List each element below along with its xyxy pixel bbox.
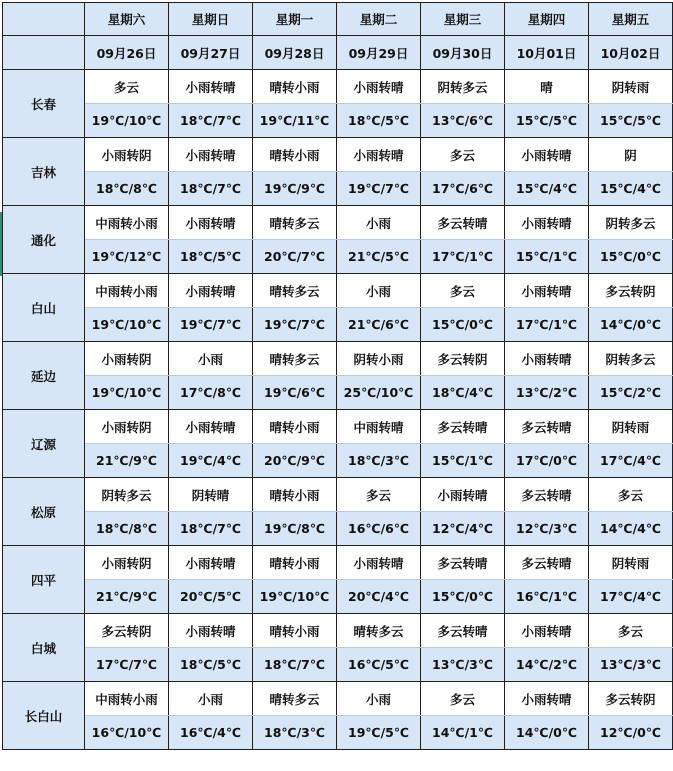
weather-condition-cell: 中雨转小雨	[85, 682, 169, 716]
temperature-range-cell: 20℃/9℃	[253, 444, 337, 478]
weather-condition-cell: 中雨转小雨	[85, 206, 169, 240]
weather-condition-cell: 小雨	[169, 682, 253, 716]
city-name-cell: 延边	[3, 342, 85, 410]
city-weather-row	[3, 614, 673, 648]
weekday-header: 星期三	[421, 3, 505, 36]
temperature-range-cell: 18℃/4℃	[421, 376, 505, 410]
city-weather-row	[3, 682, 673, 716]
weather-condition-cell: 多云	[421, 274, 505, 308]
weather-condition-cell: 多云	[85, 70, 169, 104]
temperature-range-cell: 18℃/7℃	[253, 648, 337, 682]
weather-condition-cell: 阴转小雨	[337, 342, 421, 376]
weather-condition-cell: 阴转晴	[169, 478, 253, 512]
weather-condition-cell: 中雨转小雨	[85, 274, 169, 308]
temperature-range-cell: 25℃/10℃	[337, 376, 421, 410]
temperature-range-cell: 16℃/1℃	[505, 580, 589, 614]
temperature-range-cell: 19℃/7℃	[169, 308, 253, 342]
weather-condition-cell: 小雨转晴	[169, 614, 253, 648]
weather-condition-cell: 小雨	[337, 682, 421, 716]
weather-condition-cell: 阴转雨	[589, 70, 673, 104]
weather-condition-cell: 多云	[589, 614, 673, 648]
city-name-cell: 四平	[3, 546, 85, 614]
weather-condition-cell: 晴转小雨	[253, 478, 337, 512]
temperature-range-cell: 15℃/0℃	[589, 240, 673, 274]
date-header: 09月28日	[253, 36, 337, 70]
date-header: 09月26日	[85, 36, 169, 70]
forecast-body	[3, 70, 673, 750]
weather-condition-cell: 阴转雨	[589, 546, 673, 580]
temperature-range-cell: 18℃/8℃	[85, 512, 169, 546]
weather-condition-cell: 小雨转晴	[505, 682, 589, 716]
temperature-range-cell: 19℃/9℃	[253, 172, 337, 206]
city-name-cell: 松原	[3, 478, 85, 546]
weather-condition-cell: 小雨转晴	[337, 70, 421, 104]
weather-condition-cell: 多云转阴	[421, 342, 505, 376]
weather-condition-cell: 小雨转晴	[169, 70, 253, 104]
temperature-range-cell: 21℃/9℃	[85, 580, 169, 614]
weather-condition-cell: 小雨	[169, 342, 253, 376]
date-header: 09月27日	[169, 36, 253, 70]
city-temperature-row	[3, 172, 673, 206]
temperature-range-cell: 18℃/5℃	[337, 104, 421, 138]
temperature-range-cell: 20℃/4℃	[337, 580, 421, 614]
temperature-range-cell: 15℃/4℃	[589, 172, 673, 206]
temperature-range-cell: 17℃/6℃	[421, 172, 505, 206]
weather-condition-cell: 小雨转晴	[169, 410, 253, 444]
weekday-header: 星期四	[505, 3, 589, 36]
weather-condition-cell: 多云转晴	[421, 614, 505, 648]
temperature-range-cell: 19℃/11℃	[253, 104, 337, 138]
weekday-header: 星期一	[253, 3, 337, 36]
city-weather-row	[3, 478, 673, 512]
weather-condition-cell: 小雨转晴	[505, 342, 589, 376]
header-corner-cell	[3, 36, 85, 70]
temperature-range-cell: 18℃/8℃	[85, 172, 169, 206]
temperature-range-cell: 15℃/1℃	[421, 444, 505, 478]
weather-condition-cell: 小雨转晴	[169, 206, 253, 240]
temperature-range-cell: 14℃/0℃	[589, 308, 673, 342]
weather-condition-cell: 小雨转晴	[505, 614, 589, 648]
weather-condition-cell: 多云转晴	[421, 206, 505, 240]
temperature-range-cell: 13℃/2℃	[505, 376, 589, 410]
weather-condition-cell: 阴转多云	[421, 70, 505, 104]
weather-condition-cell: 多云转晴	[505, 410, 589, 444]
city-weather-row	[3, 342, 673, 376]
city-temperature-row	[3, 308, 673, 342]
weather-condition-cell: 多云转晴	[421, 410, 505, 444]
temperature-range-cell: 15℃/4℃	[505, 172, 589, 206]
city-weather-row	[3, 410, 673, 444]
weather-condition-cell: 晴转小雨	[253, 138, 337, 172]
city-temperature-row	[3, 444, 673, 478]
temperature-range-cell: 19℃/10℃	[253, 580, 337, 614]
weather-condition-cell: 多云转阴	[589, 274, 673, 308]
temperature-range-cell: 20℃/5℃	[169, 580, 253, 614]
city-name-cell: 吉林	[3, 138, 85, 206]
temperature-range-cell: 18℃/3℃	[337, 444, 421, 478]
temperature-range-cell: 19℃/4℃	[169, 444, 253, 478]
weather-condition-cell: 多云转晴	[505, 546, 589, 580]
weather-condition-cell: 中雨转晴	[337, 410, 421, 444]
weather-condition-cell: 阴转多云	[589, 206, 673, 240]
weather-condition-cell: 小雨转阴	[85, 342, 169, 376]
weather-condition-cell: 小雨转晴	[169, 546, 253, 580]
date-header: 10月01日	[505, 36, 589, 70]
weather-condition-cell: 晴转小雨	[253, 614, 337, 648]
weather-condition-cell: 小雨转晴	[337, 546, 421, 580]
temperature-range-cell: 14℃/2℃	[505, 648, 589, 682]
temperature-range-cell: 17℃/1℃	[505, 308, 589, 342]
date-header: 09月30日	[421, 36, 505, 70]
temperature-range-cell: 20℃/7℃	[253, 240, 337, 274]
temperature-range-cell: 17℃/1℃	[421, 240, 505, 274]
temperature-range-cell: 12℃/0℃	[589, 716, 673, 750]
city-weather-row	[3, 546, 673, 580]
city-weather-row	[3, 206, 673, 240]
weather-condition-cell: 小雨转晴	[505, 206, 589, 240]
temperature-range-cell: 17℃/4℃	[589, 444, 673, 478]
weather-forecast-table	[2, 2, 673, 750]
temperature-range-cell: 14℃/1℃	[421, 716, 505, 750]
weekday-header: 星期六	[85, 3, 169, 36]
weather-condition-cell: 多云	[337, 478, 421, 512]
temperature-range-cell: 19℃/7℃	[253, 308, 337, 342]
temperature-range-cell: 21℃/5℃	[337, 240, 421, 274]
temperature-range-cell: 13℃/6℃	[421, 104, 505, 138]
city-temperature-row	[3, 512, 673, 546]
temperature-range-cell: 19℃/5℃	[337, 716, 421, 750]
temperature-range-cell: 16℃/5℃	[337, 648, 421, 682]
weather-condition-cell: 小雨	[337, 274, 421, 308]
weather-condition-cell: 晴转多云	[253, 342, 337, 376]
temperature-range-cell: 15℃/5℃	[505, 104, 589, 138]
city-name-cell: 白城	[3, 614, 85, 682]
temperature-range-cell: 16℃/4℃	[169, 716, 253, 750]
temperature-range-cell: 13℃/3℃	[421, 648, 505, 682]
temperature-range-cell: 18℃/3℃	[253, 716, 337, 750]
city-temperature-row	[3, 104, 673, 138]
temperature-range-cell: 21℃/6℃	[337, 308, 421, 342]
temperature-range-cell: 12℃/4℃	[421, 512, 505, 546]
temperature-range-cell: 16℃/6℃	[337, 512, 421, 546]
city-temperature-row	[3, 240, 673, 274]
weather-condition-cell: 小雨转晴	[505, 138, 589, 172]
weekday-header: 星期日	[169, 3, 253, 36]
temperature-range-cell: 13℃/3℃	[589, 648, 673, 682]
temperature-range-cell: 19℃/10℃	[85, 308, 169, 342]
date-header: 10月02日	[589, 36, 673, 70]
city-name-cell: 辽源	[3, 410, 85, 478]
weather-condition-cell: 多云转阴	[589, 682, 673, 716]
city-temperature-row	[3, 648, 673, 682]
temperature-range-cell: 14℃/0℃	[505, 716, 589, 750]
city-name-cell: 长春	[3, 70, 85, 138]
weather-condition-cell: 阴转雨	[589, 410, 673, 444]
weather-condition-cell: 晴转多云	[337, 614, 421, 648]
weather-condition-cell: 多云	[421, 682, 505, 716]
weather-condition-cell: 多云	[421, 138, 505, 172]
temperature-range-cell: 19℃/12℃	[85, 240, 169, 274]
weather-condition-cell: 小雨转晴	[421, 478, 505, 512]
temperature-range-cell: 18℃/5℃	[169, 648, 253, 682]
header-corner-cell	[3, 3, 85, 36]
weather-condition-cell: 阴转多云	[589, 342, 673, 376]
temperature-range-cell: 21℃/9℃	[85, 444, 169, 478]
weather-condition-cell: 小雨转阴	[85, 138, 169, 172]
temperature-range-cell: 15℃/5℃	[589, 104, 673, 138]
temperature-range-cell: 19℃/7℃	[337, 172, 421, 206]
weather-condition-cell: 阴转多云	[85, 478, 169, 512]
city-name-cell: 长白山	[3, 682, 85, 750]
weather-condition-cell: 晴转多云	[253, 206, 337, 240]
weather-condition-cell: 小雨转晴	[337, 138, 421, 172]
weather-condition-cell: 晴转多云	[253, 274, 337, 308]
weather-condition-cell: 多云	[589, 478, 673, 512]
city-name-cell: 通化	[3, 206, 85, 274]
temperature-range-cell: 12℃/3℃	[505, 512, 589, 546]
temperature-range-cell: 19℃/10℃	[85, 104, 169, 138]
city-weather-row	[3, 274, 673, 308]
temperature-range-cell: 18℃/5℃	[169, 240, 253, 274]
temperature-range-cell: 19℃/6℃	[253, 376, 337, 410]
weekday-header: 星期二	[337, 3, 421, 36]
temperature-range-cell: 19℃/8℃	[253, 512, 337, 546]
temperature-range-cell: 17℃/7℃	[85, 648, 169, 682]
city-weather-row	[3, 70, 673, 104]
date-header-row	[3, 36, 673, 70]
temperature-range-cell: 18℃/7℃	[169, 512, 253, 546]
temperature-range-cell: 18℃/7℃	[169, 172, 253, 206]
temperature-range-cell: 17℃/8℃	[169, 376, 253, 410]
temperature-range-cell: 15℃/0℃	[421, 308, 505, 342]
temperature-range-cell: 15℃/0℃	[421, 580, 505, 614]
weather-condition-cell: 晴	[505, 70, 589, 104]
weather-condition-cell: 晴转小雨	[253, 70, 337, 104]
city-temperature-row	[3, 376, 673, 410]
weather-condition-cell: 小雨转阴	[85, 546, 169, 580]
city-temperature-row	[3, 580, 673, 614]
temperature-range-cell: 17℃/0℃	[505, 444, 589, 478]
city-name-cell: 白山	[3, 274, 85, 342]
weather-condition-cell: 多云转阴	[85, 614, 169, 648]
temperature-range-cell: 16℃/10℃	[85, 716, 169, 750]
weather-condition-cell: 晴转小雨	[253, 410, 337, 444]
weather-condition-cell: 晴转多云	[253, 682, 337, 716]
weekday-header-row	[3, 3, 673, 36]
weather-condition-cell: 多云转晴	[421, 546, 505, 580]
city-temperature-row	[3, 716, 673, 750]
weekday-header: 星期五	[589, 3, 673, 36]
temperature-range-cell: 15℃/2℃	[589, 376, 673, 410]
temperature-range-cell: 17℃/4℃	[589, 580, 673, 614]
weather-condition-cell: 多云转晴	[505, 478, 589, 512]
weather-condition-cell: 小雨转晴	[169, 274, 253, 308]
weather-condition-cell: 小雨转晴	[505, 274, 589, 308]
weather-condition-cell: 小雨转阴	[85, 410, 169, 444]
date-header: 09月29日	[337, 36, 421, 70]
weather-condition-cell: 晴转小雨	[253, 546, 337, 580]
weather-condition-cell: 小雨转晴	[169, 138, 253, 172]
temperature-range-cell: 18℃/7℃	[169, 104, 253, 138]
temperature-range-cell: 15℃/1℃	[505, 240, 589, 274]
temperature-range-cell: 19℃/10℃	[85, 376, 169, 410]
weather-condition-cell: 小雨	[337, 206, 421, 240]
weather-condition-cell: 阴	[589, 138, 673, 172]
temperature-range-cell: 14℃/4℃	[589, 512, 673, 546]
city-weather-row	[3, 138, 673, 172]
